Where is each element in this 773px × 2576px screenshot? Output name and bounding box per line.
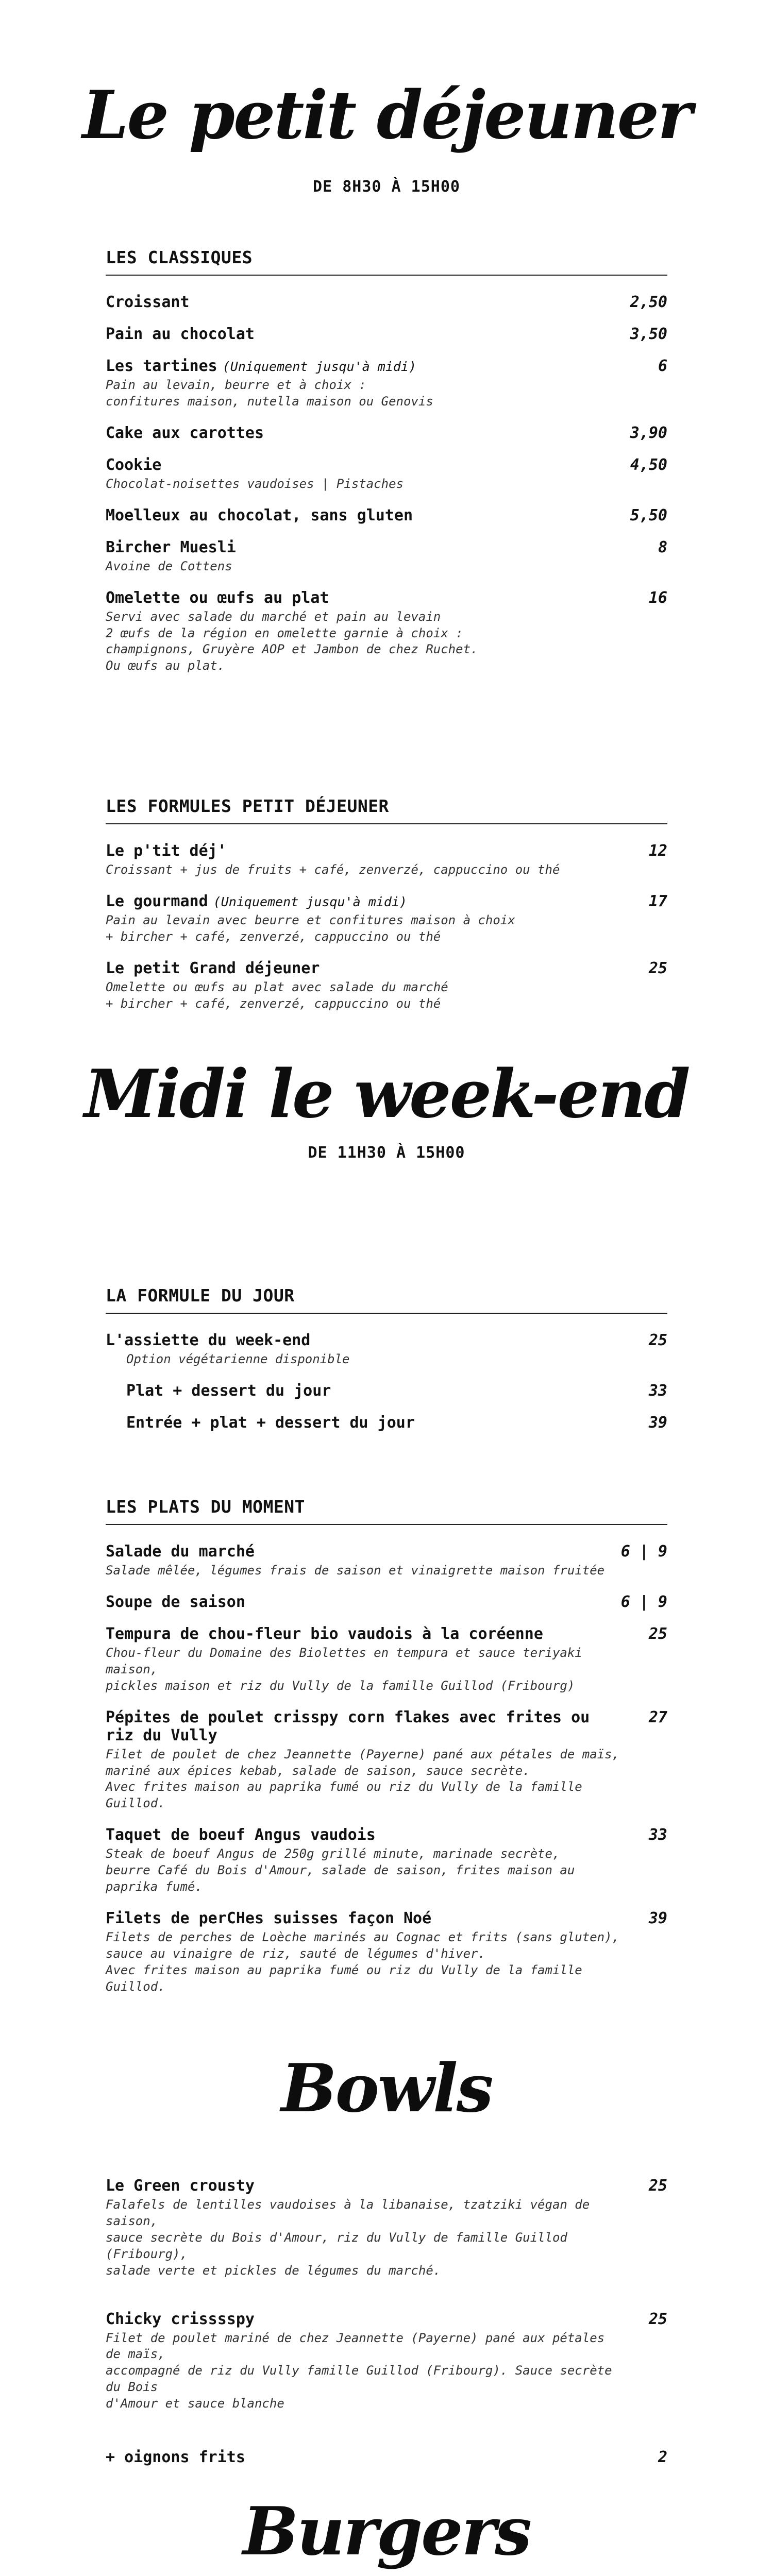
item-description: Filet de poulet mariné de chez Jeannette (Payerne) pané aux pétales de maïs, accompagné de riz du Vully famille Guillod (Fribourg). Sauce secrète du Bois d'Amour et sauce blanche <box>106 2330 612 2411</box>
item-description: Pain au levain avec beurre et confitures maison à choix + bircher + café, zenverzé, cappuccino ou thé <box>106 912 515 944</box>
classics-heading: LES CLASSIQUES <box>106 247 667 276</box>
item-description: Steak de boeuf Angus de 250g grillé minute, marinade secrète, beurre Café du Bois d'Amour, salade de saison, frites maison au paprika fumé. <box>106 1846 575 1894</box>
item-note: (Uniquement jusqu'à midi) <box>222 359 417 374</box>
menu-item <box>106 357 667 410</box>
item-price: 25 <box>648 2310 667 2328</box>
item-price: 5,50 <box>630 506 667 524</box>
item-description: Falafels de lentilles vaudoises à la libanaise, tzatziki végan de saison, sauce secrète du Bois d'Amour, riz du Vully de famille Guillod (Fribourg), salade verte et pickles de légumes du marché. <box>106 2197 590 2278</box>
item-price: 6 | 9 <box>620 1592 667 1611</box>
item-name: Cake aux carottes <box>106 423 264 442</box>
item-name: Entrée + plat + dessert du jour <box>126 1413 415 1432</box>
formula-sub-item <box>106 1382 667 1400</box>
item-name: Cookie <box>106 455 162 474</box>
item-price: 3,90 <box>630 423 667 442</box>
breakfast-formulas-section <box>106 796 667 1026</box>
item-name: Le Green crousty <box>106 2177 255 2195</box>
formula-main-item <box>106 1331 667 1368</box>
menu-item <box>106 1708 667 1812</box>
item-price: 39 <box>648 1413 667 1432</box>
item-price: 25 <box>648 2177 667 2195</box>
item-name: Soupe de saison <box>106 1592 245 1611</box>
item-price: 6 | 9 <box>620 1543 667 1561</box>
item-description: Avoine de Cottens <box>106 558 232 573</box>
item-name: Croissant <box>106 293 190 311</box>
breakfast-title: Le petit déjeuner <box>82 77 691 154</box>
item-price: 27 <box>648 1708 667 1726</box>
item-description: Pain au levain, beurre et à choix : confitures maison, nutella maison ou Genovis <box>106 378 433 409</box>
menu-item <box>106 2177 667 2279</box>
formula-sub-item <box>106 1414 667 1432</box>
item-price: 6 <box>658 357 667 375</box>
menu-item <box>106 589 667 675</box>
menu-item <box>106 325 667 343</box>
item-price: 8 <box>658 538 667 556</box>
formula-section <box>106 1285 667 1446</box>
lunch-hours: DE 11H30 À 15H00 <box>308 1144 465 1162</box>
lunch-title: Midi le week-end <box>84 1056 689 1133</box>
menu-item <box>106 456 667 493</box>
item-price: 33 <box>648 1826 667 1844</box>
menu-item <box>106 538 667 575</box>
item-name: Tempura de chou-fleur bio vaudois à la coréenne <box>106 1624 543 1643</box>
item-price: 33 <box>648 1381 667 1400</box>
menu-item <box>106 959 667 1012</box>
bowls-title: Bowls <box>281 2050 492 2127</box>
item-name: L'assiette du week-end <box>106 1331 311 1349</box>
item-price: 4,50 <box>630 455 667 474</box>
item-price: 3,50 <box>630 325 667 343</box>
dishes-heading: LES PLATS DU MOMENT <box>106 1497 667 1525</box>
breakfast-hours: DE 8H30 À 15H00 <box>313 178 460 196</box>
item-name: Pépites de poulet crisspy corn flakes avec frites ou riz du Vully <box>106 1708 590 1744</box>
menu-item <box>106 892 667 945</box>
item-name: Le p'tit déj' <box>106 842 227 860</box>
item-description: Croissant + jus de fruits + café, zenverzé, cappuccino ou thé <box>106 862 560 877</box>
item-name: Omelette ou œufs au plat <box>106 588 329 607</box>
item-description: Filets de perches de Loèche marinés au Cognac et frits (sans gluten), sauce au vinaigre de riz, sauté de légumes d'hiver. Avec frites maison au paprika fumé ou riz du Vully de la famille Guillod. <box>106 1929 619 1994</box>
item-description: Servi avec salade du marché et pain au levain 2 œufs de la région en omelette garnie à choix : champignons, Gruyère AOP et Jambon de chez Ruchet. Ou œufs au plat. <box>106 609 478 673</box>
burgers-title: Burgers <box>242 2493 531 2570</box>
item-description: Salade mêlée, légumes frais de saison et vinaigrette maison fruitée <box>106 1563 605 1578</box>
classics-section <box>106 247 667 688</box>
item-price: 25 <box>648 1624 667 1643</box>
bowls-extra <box>106 2448 667 2466</box>
item-name: Moelleux au chocolat, sans gluten <box>106 506 413 524</box>
menu-item <box>106 506 667 524</box>
item-name: Les tartines <box>106 357 217 375</box>
item-price: 12 <box>648 842 667 860</box>
menu-item <box>106 1826 667 1895</box>
menu-item <box>106 293 667 311</box>
item-name: Plat + dessert du jour <box>126 1381 331 1400</box>
item-name: Le gourmand <box>106 892 208 910</box>
item-description: Omelette ou œufs au plat avec salade du marché + bircher + café, zenverzé, cappuccino ou thé <box>106 979 448 1011</box>
item-note: (Uniquement jusqu'à midi) <box>213 894 407 909</box>
breakfast-formulas-heading: LES FORMULES PETIT DÉJEUNER <box>106 796 667 824</box>
item-price: 25 <box>648 1331 667 1349</box>
item-name: Chicky crisssspy <box>106 2310 255 2328</box>
item-name: Pain au chocolat <box>106 325 255 343</box>
menu-item <box>106 842 667 878</box>
dishes-section <box>106 1497 667 2009</box>
item-price: 17 <box>648 892 667 910</box>
item-name: Le petit Grand déjeuner <box>106 959 320 977</box>
menu-item <box>106 424 667 442</box>
bowls-section <box>106 2177 667 2480</box>
item-name: Bircher Muesli <box>106 538 236 556</box>
item-desc: Option végétarienne disponible <box>126 1352 350 1366</box>
item-description: Chocolat-noisettes vaudoises | Pistaches <box>106 476 404 491</box>
menu-item <box>106 1593 667 1611</box>
item-description: Chou-fleur du Domaine des Biolettes en tempura et sauce teriyaki maison, pickles maison et riz du Vully de la famille Guillod (Fribourg) <box>106 1645 582 1693</box>
item-name: Taquet de boeuf Angus vaudois <box>106 1826 376 1844</box>
item-name: + oignons frits <box>106 2448 245 2467</box>
menu-item <box>106 2310 667 2413</box>
menu-item <box>106 1543 667 1579</box>
menu-item <box>106 1625 667 1694</box>
item-price: 16 <box>648 588 667 607</box>
item-description: Filet de poulet de chez Jeannette (Payerne) pané aux pétales de maïs, mariné aux épices kebab, salade de saison, sauce secrète. Avec frites maison au paprika fumé ou riz du Vully de la famille Guillod. <box>106 1747 619 1811</box>
item-price: 2 <box>658 2448 667 2467</box>
item-price: 2,50 <box>630 293 667 311</box>
item-name: Filets de perCHes suisses façon Noé <box>106 1909 432 1927</box>
menu-item <box>106 1909 667 1995</box>
formula-heading: LA FORMULE DU JOUR <box>106 1285 667 1314</box>
item-name: Salade du marché <box>106 1543 255 1561</box>
item-price: 25 <box>648 959 667 977</box>
item-price: 39 <box>648 1909 667 1927</box>
